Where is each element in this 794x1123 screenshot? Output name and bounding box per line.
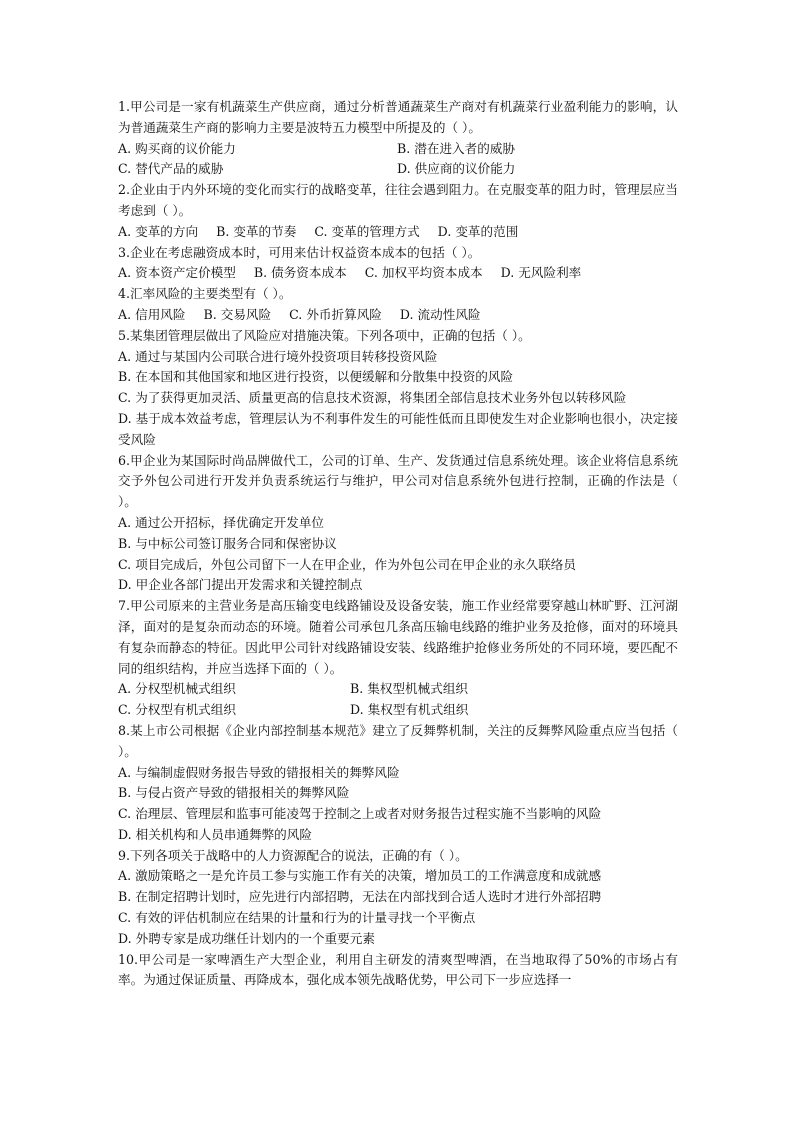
question-5-option-c: C. 为了获得更加灵活、质量更高的信息技术资源，将集团全部信息技术业务外包以转移风险	[118, 390, 627, 406]
question-2-options	[118, 222, 678, 243]
question-7-option-c: C. 分权型有机式组织	[118, 702, 236, 718]
question-6-stem: 6.甲企业为某国际时尚品牌做代工，公司的订单、生产、发货通过信息系统处理。该企业将信息系统交予外包公司进行开发并负责系统运行与维护，甲公司对信息系统外包进行控制，正确的作法是（ ）。	[118, 452, 678, 510]
question-3-option-d: D. 无风险利率	[500, 265, 582, 281]
question-9-option-a: A. 激励策略之一是允许员工参与实施工作有关的决策，增加员工的工作满意度和成就感	[118, 868, 602, 884]
question-1-option-a: A. 购买商的议价能力	[118, 140, 236, 156]
question-1-option-d: D. 供应商的议价能力	[397, 161, 516, 177]
question-2-option-b: B. 变革的节奏	[216, 223, 297, 239]
question-1-stem: 1.甲公司是一家有机蔬菜生产供应商，通过分析普通蔬菜生产商对有机蔬菜行业盈利能力的影响，认为普通蔬菜生产商的影响力主要是波特五力模型中所提及的（ ）。	[118, 99, 678, 135]
question-3-option-c: C. 加权平均资本成本	[364, 265, 483, 281]
question-7-options-row-1	[118, 679, 678, 700]
question-4-options	[118, 305, 678, 326]
question-4-option-d: D. 流动性风险	[399, 306, 481, 322]
question-2-option-d: D. 变革的范围	[437, 223, 519, 239]
question-5-stem: 5.某集团管理层做出了风险应对措施决策。下列各项中，正确的包括（ ）。	[118, 327, 531, 343]
question-8-option-c: C. 治理层、管理层和监事可能凌驾于控制之上或者对财务报告过程实施不当影响的风险	[118, 806, 602, 822]
question-5-option-a: A. 通过与某国内公司联合进行境外投资项目转移投资风险	[118, 348, 438, 364]
question-3-stem: 3.企业在考虑融资成本时，可用来估计权益资本成本的包括（ ）。	[118, 244, 481, 260]
question-9-option-d: D. 外聘专家是成功继任计划内的一个重要元素	[118, 930, 375, 946]
question-8-option-d: D. 相关机构和人员串通舞弊的风险	[118, 826, 312, 842]
question-5-option-b: B. 在本国和其他国家和地区进行投资，以便缓解和分散集中投资的风险	[118, 369, 514, 385]
question-6-option-c: C. 项目完成后，外包公司留下一人在甲企业，作为外包公司在甲企业的永久联络员	[118, 556, 576, 572]
question-2-option-c: C. 变革的管理方式	[314, 223, 420, 239]
question-1-option-c: C. 替代产品的威胁	[118, 161, 224, 177]
question-4-stem: 4.汇率风险的主要类型有（ ）。	[118, 286, 292, 302]
question-9-option-b: B. 在制定招聘计划时，应先进行内部招聘，无法在内部找到合适人选时才进行外部招聘	[118, 889, 602, 905]
question-2-stem: 2.企业由于内外环境的变化而实行的战略变革，往往会遇到阻力。在克服变革的阻力时，管理层应当考虑到（ ）。	[118, 182, 678, 218]
question-2-option-a: A. 变革的方向	[118, 223, 199, 239]
question-6-option-a: A. 通过公开招标，择优确定开发单位	[118, 514, 325, 530]
question-7-option-b: B. 集权型机械式组织	[350, 681, 469, 697]
question-4-option-a: A. 信用风险	[118, 306, 186, 322]
question-3-option-b: B. 债务资本成本	[253, 265, 347, 281]
question-4-option-c: C. 外币折算风险	[289, 306, 382, 322]
question-8-option-a: A. 与编制虚假财务报告导致的错报相关的舞弊风险	[118, 764, 400, 780]
document-page	[118, 97, 678, 991]
question-7-options-row-2	[118, 700, 678, 721]
question-6-option-b: B. 与中标公司签订服务合同和保密协议	[118, 535, 337, 551]
question-7-option-d: D. 集权型有机式组织	[350, 702, 469, 718]
question-7-option-a: A. 分权型机械式组织	[118, 681, 236, 697]
question-5-option-d: D. 基于成本效益考虑，管理层认为不利事件发生的可能性低而且即使发生对企业影响也很小，决定接受风险	[118, 410, 678, 447]
question-9-stem: 9.下列各项关于战略中的人力资源配合的说法，正确的有（ ）。	[118, 847, 468, 863]
question-6-option-d: D. 甲企业各部门提出开发需求和关键控制点	[118, 577, 363, 593]
question-8-stem: 8.某上市公司根据《企业内部控制基本规范》建立了反舞弊机制，关注的反舞弊风险重点应当包括（ ）。	[118, 722, 678, 759]
question-7-stem: 7.甲公司原来的主营业务是高压输变电线路铺设及设备安装，施工作业经常要穿越山林旷野、江河湖泽，面对的是复杂而动态的环境。随着公司承包几条高压输电线路的维护业务及抢修，面对的环境具有复杂而静态的特征。因此甲公司针对线路铺设安装、线路维护抢修业务所处的不同环境，要匹配不同的组织结构，并应当选择下面的（ ）。	[118, 598, 678, 676]
question-9-option-c: C. 有效的评估机制应在结果的计量和行为的计量寻找一个平衡点	[118, 910, 476, 926]
question-1-options-row-1	[118, 139, 678, 160]
question-1-options-row-2	[118, 159, 678, 180]
question-4-option-b: B. 交易风险	[203, 306, 272, 322]
question-8-option-b: B. 与侵占资产导致的错报相关的舞弊风险	[118, 785, 350, 801]
question-3-option-a: A. 资本资产定价模型	[118, 265, 236, 281]
question-3-options	[118, 263, 678, 284]
question-1-option-b: B. 潜在进入者的威胁	[397, 140, 516, 156]
question-10-stem: 10.甲公司是一家啤酒生产大型企业，利用自主研发的清爽型啤酒，在当地取得了50%的市场占有率。为通过保证质量、再降成本，强化成本领先战略优势，甲公司下一步应选择一	[118, 951, 678, 988]
